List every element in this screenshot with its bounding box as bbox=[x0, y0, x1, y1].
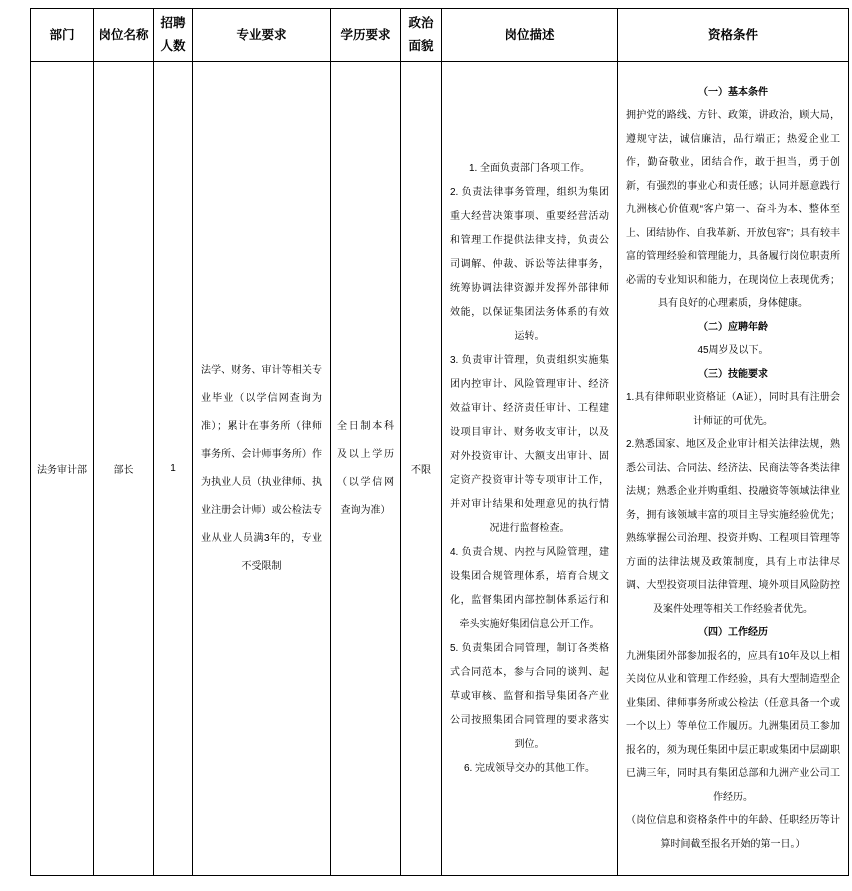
cell-qualifications bbox=[618, 62, 849, 876]
qualification-paragraph: 拥护党的路线、方针、政策，讲政治，顾大局，遵规守法，诚信廉洁，品行端正；热爱企业工作，勤奋敬业，团结合作，敢于担当，勇于创新，有强烈的事业心和责任感；认同并愿意践行九洲核心价值观“客户第一、奋斗为本、整体至上、团结协作、自我革新、开放包容”；具有较丰富的管理经验和管理能力，具备履行岗位职责所必需的专业知识和能力，在现岗位上表现优秀；具有良好的心理素质，身体健康。 bbox=[626, 110, 840, 310]
cell-major bbox=[193, 62, 331, 876]
cell-position: 部长 bbox=[94, 62, 154, 876]
qualification-paragraph: 45周岁及以下。 bbox=[697, 345, 769, 357]
header-position: 岗位名称 bbox=[94, 9, 154, 62]
qualification-paragraph: 2.熟悉国家、地区及企业审计相关法律法规，熟悉公司法、合同法、经济法、民商法等各类法律法规；熟悉企业并购重组、投融资等领域法律业务，拥有该领域丰富的项目主导实施经验优先；熟练掌握公司治理、投资并购、工程项目管理等方面的法律法规及政策制度，具有上市法律尽调、大型投资项目法律管理、境外项目风险防控及案件处理等相关工作经验者优先。 bbox=[626, 439, 840, 615]
cell-headcount: 1 bbox=[154, 62, 193, 876]
header-major: 专业要求 bbox=[193, 9, 331, 62]
qualification-section-heading: （四）工作经历 bbox=[698, 627, 768, 639]
cell-department: 法务审计部 bbox=[31, 62, 94, 876]
qualification-paragraph: 九洲集团外部参加报名的，应具有10年及以上相关岗位从业和管理工作经验，具有大型制造型企业集团、律师事务所或公检法（任意具备一个或一个以上）等单位工作履历。九洲集团员工参加报名的，须为现任集团中层正职或集团中层副职已满三年，同时具有集团总部和九洲产业公司工作经历。 bbox=[626, 650, 840, 803]
description-item: 1. 全面负责部门各项工作。 bbox=[468, 162, 591, 174]
header-headcount: 招聘人数 bbox=[154, 9, 193, 62]
table-header-row bbox=[31, 9, 849, 62]
header-education: 学历要求 bbox=[331, 9, 401, 62]
education-requirement-text: 全日制本科及以上学历（以学信网查询为准） bbox=[337, 420, 394, 516]
header-political: 政治面貌 bbox=[401, 9, 442, 62]
table-row bbox=[31, 62, 849, 876]
qualification-paragraph: 1.具有律师职业资格证（A证），同时具有注册会计师证的可优先。 bbox=[626, 392, 840, 427]
qualification-section-heading: （一）基本条件 bbox=[698, 86, 768, 98]
header-description: 岗位描述 bbox=[442, 9, 618, 62]
cell-education bbox=[331, 62, 401, 876]
qualification-note: （岗位信息和资格条件中的年龄、任职经历等计算时间截至报名开始的第一日。） bbox=[626, 815, 840, 850]
qualification-section-heading: （二）应聘年龄 bbox=[698, 321, 768, 333]
header-department: 部门 bbox=[31, 9, 94, 62]
major-requirement-text: 法学、财务、审计等相关专业毕业（以学信网查询为准）；累计在事务所（律师事务所、会计师事务所）作为执业人员（执业律师、执业注册会计师）或公检法专业从业人员满3年的，专业不受限制 bbox=[201, 364, 322, 572]
description-item: 5. 负责集团合同管理，制订各类格式合同范本，参与合同的谈判、起草或审核、监督和指导集团各产业公司按照集团合同管理的要求落实到位。 bbox=[450, 642, 609, 750]
cell-description bbox=[442, 62, 618, 876]
description-item: 6. 完成领导交办的其他工作。 bbox=[463, 762, 596, 774]
header-qualifications: 资格条件 bbox=[618, 9, 849, 62]
description-item: 3. 负责审计管理，负责组织实施集团内控审计、风险管理审计、经济效益审计、经济责任审计、工程建设项目审计、财务收支审计，以及对外投资审计、大额支出审计、固定资产投资审计等专项审计工作，并对审计结果和处理意见的执行情况进行监督检查。 bbox=[450, 354, 609, 534]
description-item: 2. 负责法律事务管理，组织为集团重大经营决策事项、重要经营活动和管理工作提供法律支持，负责公司调解、仲裁、诉讼等法律事务，统筹协调法律资源并发挥外部律师效能，以保证集团法务体系的有效运转。 bbox=[450, 186, 609, 342]
qualification-section-heading: （三）技能要求 bbox=[698, 368, 768, 380]
description-item: 4. 负责合规、内控与风险管理，建设集团合规管理体系，培育合规文化，监督集团内部控制体系运行和牵头实施好集团信息公开工作。 bbox=[450, 546, 609, 630]
cell-political: 不限 bbox=[401, 62, 442, 876]
recruitment-table bbox=[30, 8, 849, 876]
